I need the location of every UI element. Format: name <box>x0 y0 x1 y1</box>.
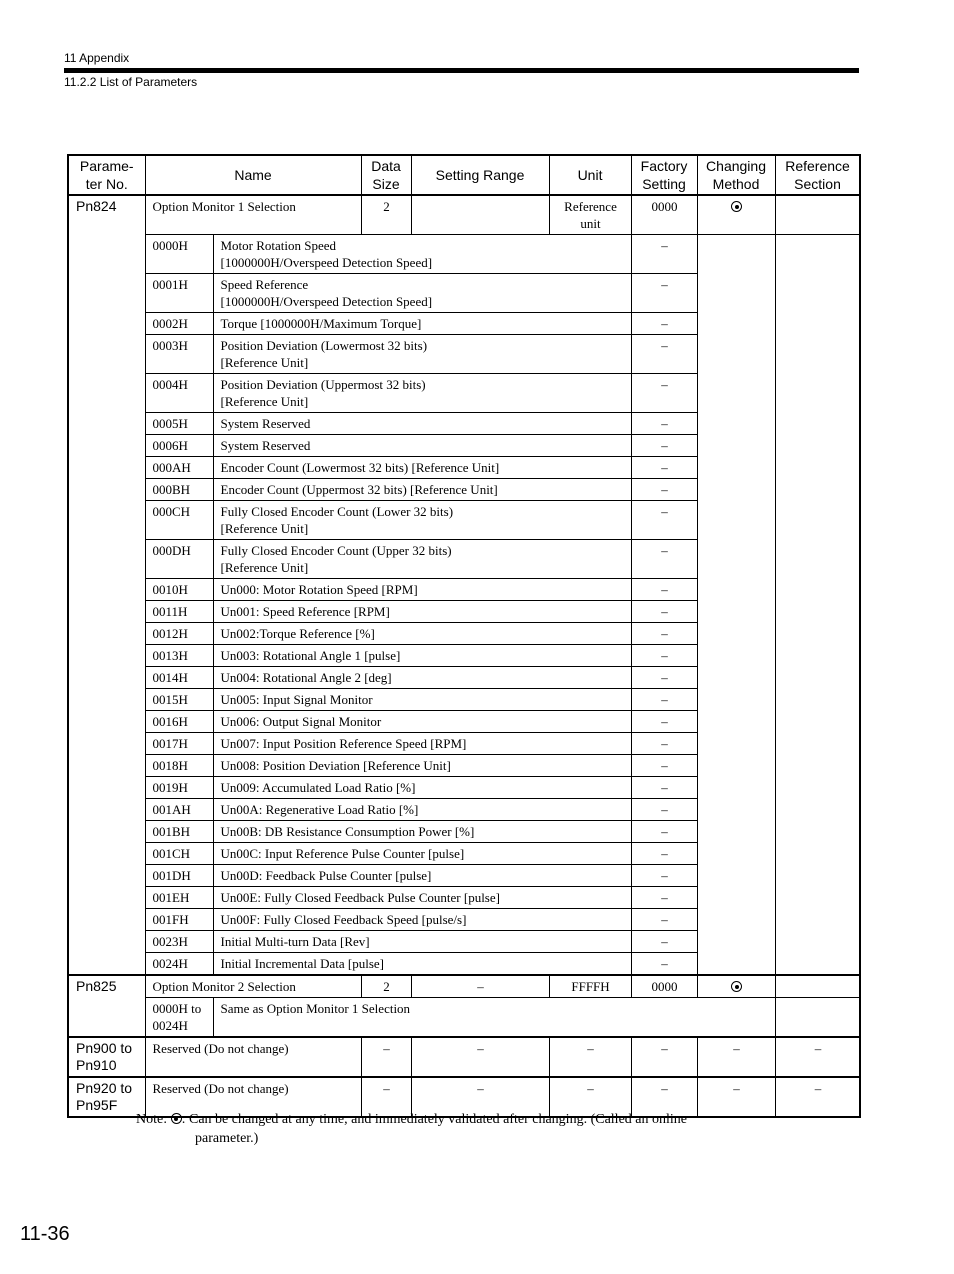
table-row-pn825 <box>68 975 860 998</box>
param-name-cell: Option Monitor 2 Selection <box>145 975 361 998</box>
table-row-reserved <box>68 1037 860 1077</box>
option-unit-cell: – <box>631 711 697 733</box>
unit-cell: Reference unit <box>549 195 631 235</box>
option-code-cell: 0006H <box>145 435 213 457</box>
option-description-cell: Initial Multi-turn Data [Rev] <box>213 931 631 953</box>
online-circle-icon <box>731 201 742 212</box>
col-header-reference-section: Reference Section <box>775 155 860 195</box>
option-unit-cell: – <box>631 777 697 799</box>
option-code-cell: 000BH <box>145 479 213 501</box>
param-name-cell: Reserved (Do not change) <box>145 1077 361 1117</box>
option-description-cell: Encoder Count (Uppermost 32 bits) [Reference Unit] <box>213 479 631 501</box>
table-header-row <box>68 155 860 195</box>
option-description-cell: Un004: Rotational Angle 2 [deg] <box>213 667 631 689</box>
online-circle-icon <box>731 981 742 992</box>
option-code-cell: 0001H <box>145 274 213 313</box>
option-unit-cell: – <box>631 335 697 374</box>
option-description-cell: Position Deviation (Lowermost 32 bits) [Reference Unit] <box>213 335 631 374</box>
option-description-cell: Un008: Position Deviation [Reference Unit] <box>213 755 631 777</box>
option-unit-cell: – <box>631 931 697 953</box>
col-header-changing-method: Changing Method <box>697 155 775 195</box>
option-description-cell: Un00C: Input Reference Pulse Counter [pulse] <box>213 843 631 865</box>
option-description-cell: Fully Closed Encoder Count (Upper 32 bits) [Reference Unit] <box>213 540 631 579</box>
unit-cell: FFFFH <box>549 975 631 998</box>
option-code-cell: 001EH <box>145 887 213 909</box>
changing-method-cell <box>697 195 775 235</box>
option-description-cell: Un00A: Regenerative Load Ratio [%] <box>213 799 631 821</box>
option-description-cell: Un00F: Fully Closed Feedback Speed [pulse/s] <box>213 909 631 931</box>
option-description-cell: Un003: Rotational Angle 1 [pulse] <box>213 645 631 667</box>
reference-section-cell: – <box>775 1037 860 1077</box>
col-header-param-no: Parame- ter No. <box>68 155 145 195</box>
option-code-cell: 0016H <box>145 711 213 733</box>
option-description-cell: Position Deviation (Uppermost 32 bits) [Reference Unit] <box>213 374 631 413</box>
option-description-cell: Un005: Input Signal Monitor <box>213 689 631 711</box>
unit-cell: – <box>549 1077 631 1117</box>
setting-range-cell: – <box>411 1077 549 1117</box>
option-code-cell: 001BH <box>145 821 213 843</box>
option-description-cell: Un000: Motor Rotation Speed [RPM] <box>213 579 631 601</box>
option-description-cell: Torque [1000000H/Maximum Torque] <box>213 313 631 335</box>
unit-cell: – <box>549 1037 631 1077</box>
option-unit-cell: – <box>631 274 697 313</box>
option-description-cell: Speed Reference [1000000H/Overspeed Detection Speed] <box>213 274 631 313</box>
option-unit-cell: – <box>631 313 697 335</box>
parameter-table <box>67 154 861 1118</box>
option-unit-cell: – <box>631 457 697 479</box>
option-description-cell: Un001: Speed Reference [RPM] <box>213 601 631 623</box>
option-code-cell: 0024H <box>145 953 213 976</box>
option-unit-cell: – <box>631 435 697 457</box>
option-code-cell: 0012H <box>145 623 213 645</box>
table-row <box>68 998 860 1038</box>
option-description-cell: System Reserved <box>213 413 631 435</box>
footnote <box>136 1110 776 1148</box>
option-unit-cell: – <box>631 953 697 976</box>
option-code-cell: 0010H <box>145 579 213 601</box>
option-unit-cell: – <box>631 623 697 645</box>
data-size-cell: – <box>361 1037 411 1077</box>
option-description-cell: Un009: Accumulated Load Ratio [%] <box>213 777 631 799</box>
reference-section-cell <box>775 975 860 998</box>
option-unit-cell: – <box>631 579 697 601</box>
changing-method-cell <box>697 975 775 998</box>
option-unit-cell: – <box>631 689 697 711</box>
option-unit-cell: – <box>631 821 697 843</box>
option-code-cell: 0005H <box>145 413 213 435</box>
option-description-cell: Un00B: DB Resistance Consumption Power [%] <box>213 821 631 843</box>
option-unit-cell: – <box>631 667 697 689</box>
option-unit-cell: – <box>631 374 697 413</box>
option-code-cell: 0023H <box>145 931 213 953</box>
option-description-cell: System Reserved <box>213 435 631 457</box>
option-code-cell: 001DH <box>145 865 213 887</box>
option-description-cell: Un007: Input Position Reference Speed [RPM] <box>213 733 631 755</box>
option-description-cell: Initial Incremental Data [pulse] <box>213 953 631 976</box>
option-code-cell: 0015H <box>145 689 213 711</box>
option-code-cell: 0002H <box>145 313 213 335</box>
col-header-unit: Unit <box>549 155 631 195</box>
col-header-setting-range: Setting Range <box>411 155 549 195</box>
param-no-cell: Pn900 to Pn910 <box>68 1037 145 1077</box>
option-unit-cell: – <box>631 755 697 777</box>
option-code-cell: 0003H <box>145 335 213 374</box>
option-unit-cell: – <box>631 843 697 865</box>
table-row-pn824 <box>68 195 860 235</box>
option-code-cell: 0011H <box>145 601 213 623</box>
setting-range-cell <box>411 195 549 235</box>
option-unit-cell: – <box>631 909 697 931</box>
option-code-cell: 0014H <box>145 667 213 689</box>
param-no-cell: Pn920 to Pn95F <box>68 1077 145 1117</box>
option-description-cell: Same as Option Monitor 1 Selection <box>213 998 775 1038</box>
option-code-cell: 000DH <box>145 540 213 579</box>
table-row <box>68 235 860 274</box>
setting-range-cell: – <box>411 975 549 998</box>
option-code-cell: 001AH <box>145 799 213 821</box>
header-rule <box>64 68 859 73</box>
option-unit-cell: – <box>631 540 697 579</box>
option-code-cell: 0004H <box>145 374 213 413</box>
option-unit-cell: – <box>631 865 697 887</box>
param-no-cell: Pn825 <box>68 975 145 1037</box>
option-unit-cell: – <box>631 645 697 667</box>
option-description-cell: Un006: Output Signal Monitor <box>213 711 631 733</box>
option-code-cell: 001CH <box>145 843 213 865</box>
option-code-cell: 0019H <box>145 777 213 799</box>
note-text-line2: parameter.) <box>195 1131 259 1146</box>
option-unit-cell: – <box>631 733 697 755</box>
option-code-cell: 001FH <box>145 909 213 931</box>
option-factory-span-cell <box>697 235 775 976</box>
option-description-cell: Un002:Torque Reference [%] <box>213 623 631 645</box>
option-description-cell: Encoder Count (Lowermost 32 bits) [Reference Unit] <box>213 457 631 479</box>
data-size-cell: 2 <box>361 975 411 998</box>
factory-setting-cell: 0000 <box>631 195 697 235</box>
chapter-header: 11 Appendix <box>64 51 130 65</box>
option-code-cell: 0000H <box>145 235 213 274</box>
option-code-cell: 0017H <box>145 733 213 755</box>
option-unit-cell: – <box>631 601 697 623</box>
option-description-cell: Un00E: Fully Closed Feedback Pulse Counter [pulse] <box>213 887 631 909</box>
option-method-span-cell <box>775 235 860 976</box>
factory-setting-cell: 0000 <box>631 975 697 998</box>
option-code-cell: 0013H <box>145 645 213 667</box>
option-unit-cell: – <box>631 479 697 501</box>
option-unit-cell: – <box>631 413 697 435</box>
changing-method-cell: – <box>697 1037 775 1077</box>
option-description-cell: Fully Closed Encoder Count (Lower 32 bits) [Reference Unit] <box>213 501 631 540</box>
changing-method-cell: – <box>697 1077 775 1117</box>
option-unit-cell: – <box>631 235 697 274</box>
reference-section-cell <box>775 195 860 235</box>
note-label: Note: <box>136 1112 168 1127</box>
data-size-cell: – <box>361 1077 411 1117</box>
option-description-cell: Un00D: Feedback Pulse Counter [pulse] <box>213 865 631 887</box>
option-code-cell: 000AH <box>145 457 213 479</box>
note-text-line1: : Can be changed at any time, and immediately validated after changing. (Called an online <box>181 1112 687 1127</box>
page-number: 11-36 <box>20 1223 70 1245</box>
online-circle-icon <box>171 1113 182 1124</box>
reference-section-cell <box>775 998 860 1038</box>
param-no-cell: Pn824 <box>68 195 145 975</box>
option-description-cell: Motor Rotation Speed [1000000H/Overspeed Detection Speed] <box>213 235 631 274</box>
param-name-cell: Option Monitor 1 Selection <box>145 195 361 235</box>
section-header: 11.2.2 List of Parameters <box>64 75 198 89</box>
option-unit-cell: – <box>631 799 697 821</box>
reference-section-cell: – <box>775 1077 860 1117</box>
option-unit-cell: – <box>631 887 697 909</box>
setting-range-cell: – <box>411 1037 549 1077</box>
option-code-cell: 0018H <box>145 755 213 777</box>
data-size-cell: 2 <box>361 195 411 235</box>
param-name-cell: Reserved (Do not change) <box>145 1037 361 1077</box>
factory-setting-cell: – <box>631 1077 697 1117</box>
col-header-factory-setting: Factory Setting <box>631 155 697 195</box>
col-header-data-size: Data Size <box>361 155 411 195</box>
option-unit-cell: – <box>631 501 697 540</box>
factory-setting-cell: – <box>631 1037 697 1077</box>
option-code-cell: 000CH <box>145 501 213 540</box>
col-header-name: Name <box>145 155 361 195</box>
option-code-cell: 0000H to 0024H <box>145 998 213 1038</box>
